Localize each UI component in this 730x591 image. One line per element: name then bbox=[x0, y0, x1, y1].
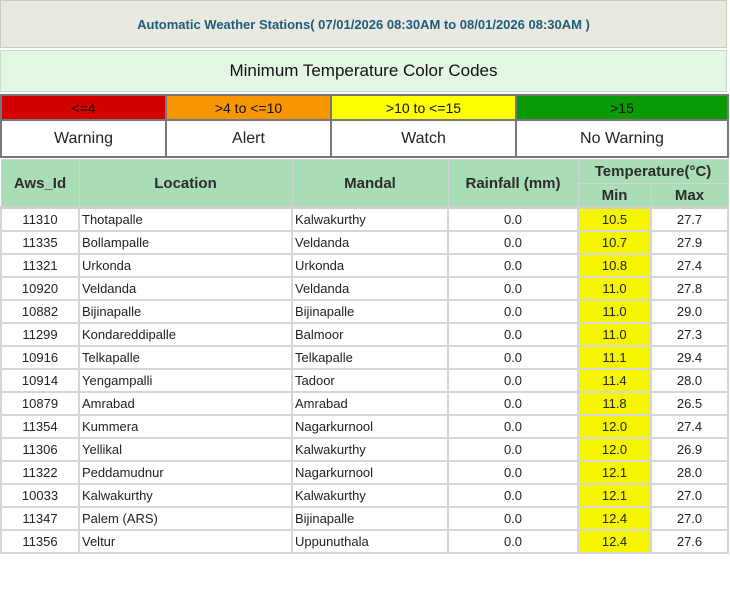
cell-min-temp: 11.8 bbox=[578, 392, 651, 415]
legend-range-watch: >10 to <=15 bbox=[331, 95, 516, 120]
cell-location: Bollampalle bbox=[79, 231, 292, 254]
cell-aws-id: 11310 bbox=[1, 208, 79, 232]
legend-label-watch: Watch bbox=[331, 120, 516, 157]
cell-rainfall: 0.0 bbox=[448, 438, 578, 461]
color-code-legend bbox=[0, 94, 729, 158]
cell-mandal: Amrabad bbox=[292, 392, 448, 415]
col-header-location[interactable]: Location bbox=[79, 160, 292, 208]
cell-min-temp: 12.0 bbox=[578, 415, 651, 438]
table-row bbox=[1, 323, 728, 346]
cell-location: Kalwakurthy bbox=[79, 484, 292, 507]
cell-max-temp: 27.0 bbox=[651, 484, 728, 507]
cell-max-temp: 27.4 bbox=[651, 254, 728, 277]
cell-rainfall: 0.0 bbox=[448, 346, 578, 369]
cell-aws-id: 10914 bbox=[1, 369, 79, 392]
table-row bbox=[1, 346, 728, 369]
cell-min-temp: 12.1 bbox=[578, 484, 651, 507]
cell-mandal: Balmoor bbox=[292, 323, 448, 346]
cell-mandal: Uppunuthala bbox=[292, 530, 448, 553]
legend-range-alert: >4 to <=10 bbox=[166, 95, 331, 120]
cell-location: Amrabad bbox=[79, 392, 292, 415]
cell-mandal: Urkonda bbox=[292, 254, 448, 277]
cell-location: Bijinapalle bbox=[79, 300, 292, 323]
cell-min-temp: 11.0 bbox=[578, 300, 651, 323]
cell-location: Telkapalle bbox=[79, 346, 292, 369]
cell-min-temp: 12.4 bbox=[578, 530, 651, 553]
cell-rainfall: 0.0 bbox=[448, 254, 578, 277]
table-row bbox=[1, 461, 728, 484]
cell-min-temp: 11.0 bbox=[578, 277, 651, 300]
legend-range-no-warning: >15 bbox=[516, 95, 728, 120]
header-title: Automatic Weather Stations( 07/01/2026 08:30AM to 08/01/2026 08:30AM ) bbox=[137, 16, 590, 32]
cell-location: Peddamudnur bbox=[79, 461, 292, 484]
cell-max-temp: 27.9 bbox=[651, 231, 728, 254]
cell-mandal: Veldanda bbox=[292, 277, 448, 300]
cell-mandal: Tadoor bbox=[292, 369, 448, 392]
cell-location: Urkonda bbox=[79, 254, 292, 277]
legend-label-alert: Alert bbox=[166, 120, 331, 157]
cell-location: Veldanda bbox=[79, 277, 292, 300]
cell-mandal: Bijinapalle bbox=[292, 507, 448, 530]
cell-min-temp: 11.0 bbox=[578, 323, 651, 346]
cell-max-temp: 29.0 bbox=[651, 300, 728, 323]
table-row bbox=[1, 507, 728, 530]
cell-mandal: Kalwakurthy bbox=[292, 484, 448, 507]
cell-min-temp: 10.8 bbox=[578, 254, 651, 277]
cell-aws-id: 11321 bbox=[1, 254, 79, 277]
cell-min-temp: 11.1 bbox=[578, 346, 651, 369]
cell-location: Yengampalli bbox=[79, 369, 292, 392]
cell-rainfall: 0.0 bbox=[448, 507, 578, 530]
table-row bbox=[1, 369, 728, 392]
cell-mandal: Nagarkurnool bbox=[292, 461, 448, 484]
table-row bbox=[1, 484, 728, 507]
cell-location: Kummera bbox=[79, 415, 292, 438]
cell-max-temp: 26.9 bbox=[651, 438, 728, 461]
col-header-max[interactable]: Max bbox=[651, 184, 728, 208]
cell-aws-id: 10920 bbox=[1, 277, 79, 300]
cell-location: Yellikal bbox=[79, 438, 292, 461]
cell-rainfall: 0.0 bbox=[448, 484, 578, 507]
cell-max-temp: 27.6 bbox=[651, 530, 728, 553]
table-row bbox=[1, 300, 728, 323]
table-row bbox=[1, 277, 728, 300]
cell-rainfall: 0.0 bbox=[448, 530, 578, 553]
table-row bbox=[1, 530, 728, 553]
legend-label-warning: Warning bbox=[1, 120, 166, 157]
cell-aws-id: 11356 bbox=[1, 530, 79, 553]
cell-mandal: Kalwakurthy bbox=[292, 208, 448, 232]
cell-min-temp: 12.0 bbox=[578, 438, 651, 461]
cell-max-temp: 27.3 bbox=[651, 323, 728, 346]
cell-aws-id: 10882 bbox=[1, 300, 79, 323]
cell-rainfall: 0.0 bbox=[448, 231, 578, 254]
table-row bbox=[1, 254, 728, 277]
cell-max-temp: 29.4 bbox=[651, 346, 728, 369]
col-header-min[interactable]: Min bbox=[578, 184, 651, 208]
cell-mandal: Nagarkurnool bbox=[292, 415, 448, 438]
cell-mandal: Telkapalle bbox=[292, 346, 448, 369]
table-row bbox=[1, 415, 728, 438]
cell-rainfall: 0.0 bbox=[448, 208, 578, 232]
col-header-aws-id[interactable]: Aws_Id bbox=[1, 160, 79, 208]
cell-rainfall: 0.0 bbox=[448, 323, 578, 346]
cell-aws-id: 11306 bbox=[1, 438, 79, 461]
cell-rainfall: 0.0 bbox=[448, 415, 578, 438]
weather-data-table bbox=[0, 159, 729, 554]
cell-rainfall: 0.0 bbox=[448, 369, 578, 392]
cell-max-temp: 27.8 bbox=[651, 277, 728, 300]
cell-aws-id: 10879 bbox=[1, 392, 79, 415]
cell-max-temp: 28.0 bbox=[651, 461, 728, 484]
cell-min-temp: 10.5 bbox=[578, 208, 651, 232]
legend-range-warning: <=4 bbox=[1, 95, 166, 120]
cell-mandal: Bijinapalle bbox=[292, 300, 448, 323]
cell-mandal: Veldanda bbox=[292, 231, 448, 254]
col-header-temperature: Temperature(°C) bbox=[578, 160, 728, 184]
cell-min-temp: 11.4 bbox=[578, 369, 651, 392]
table-row bbox=[1, 231, 728, 254]
cell-location: Palem (ARS) bbox=[79, 507, 292, 530]
cell-min-temp: 12.4 bbox=[578, 507, 651, 530]
cell-aws-id: 11335 bbox=[1, 231, 79, 254]
cell-min-temp: 12.1 bbox=[578, 461, 651, 484]
cell-aws-id: 11299 bbox=[1, 323, 79, 346]
cell-min-temp: 10.7 bbox=[578, 231, 651, 254]
legend-label-no-warning: No Warning bbox=[516, 120, 728, 157]
col-header-mandal[interactable]: Mandal bbox=[292, 160, 448, 208]
cell-max-temp: 27.0 bbox=[651, 507, 728, 530]
cell-location: Thotapalle bbox=[79, 208, 292, 232]
cell-aws-id: 10033 bbox=[1, 484, 79, 507]
cell-rainfall: 0.0 bbox=[448, 277, 578, 300]
cell-rainfall: 0.0 bbox=[448, 392, 578, 415]
col-header-rainfall[interactable]: Rainfall (mm) bbox=[448, 160, 578, 208]
table-row bbox=[1, 438, 728, 461]
cell-mandal: Kalwakurthy bbox=[292, 438, 448, 461]
cell-aws-id: 11354 bbox=[1, 415, 79, 438]
cell-aws-id: 10916 bbox=[1, 346, 79, 369]
cell-aws-id: 11347 bbox=[1, 507, 79, 530]
table-row bbox=[1, 392, 728, 415]
cell-rainfall: 0.0 bbox=[448, 461, 578, 484]
cell-max-temp: 27.4 bbox=[651, 415, 728, 438]
legend-title: Minimum Temperature Color Codes bbox=[0, 50, 727, 92]
cell-max-temp: 28.0 bbox=[651, 369, 728, 392]
cell-max-temp: 27.7 bbox=[651, 208, 728, 232]
table-row bbox=[1, 208, 728, 232]
cell-rainfall: 0.0 bbox=[448, 300, 578, 323]
cell-location: Veltur bbox=[79, 530, 292, 553]
cell-aws-id: 11322 bbox=[1, 461, 79, 484]
cell-max-temp: 26.5 bbox=[651, 392, 728, 415]
cell-location: Kondareddipalle bbox=[79, 323, 292, 346]
page-header bbox=[0, 0, 727, 48]
